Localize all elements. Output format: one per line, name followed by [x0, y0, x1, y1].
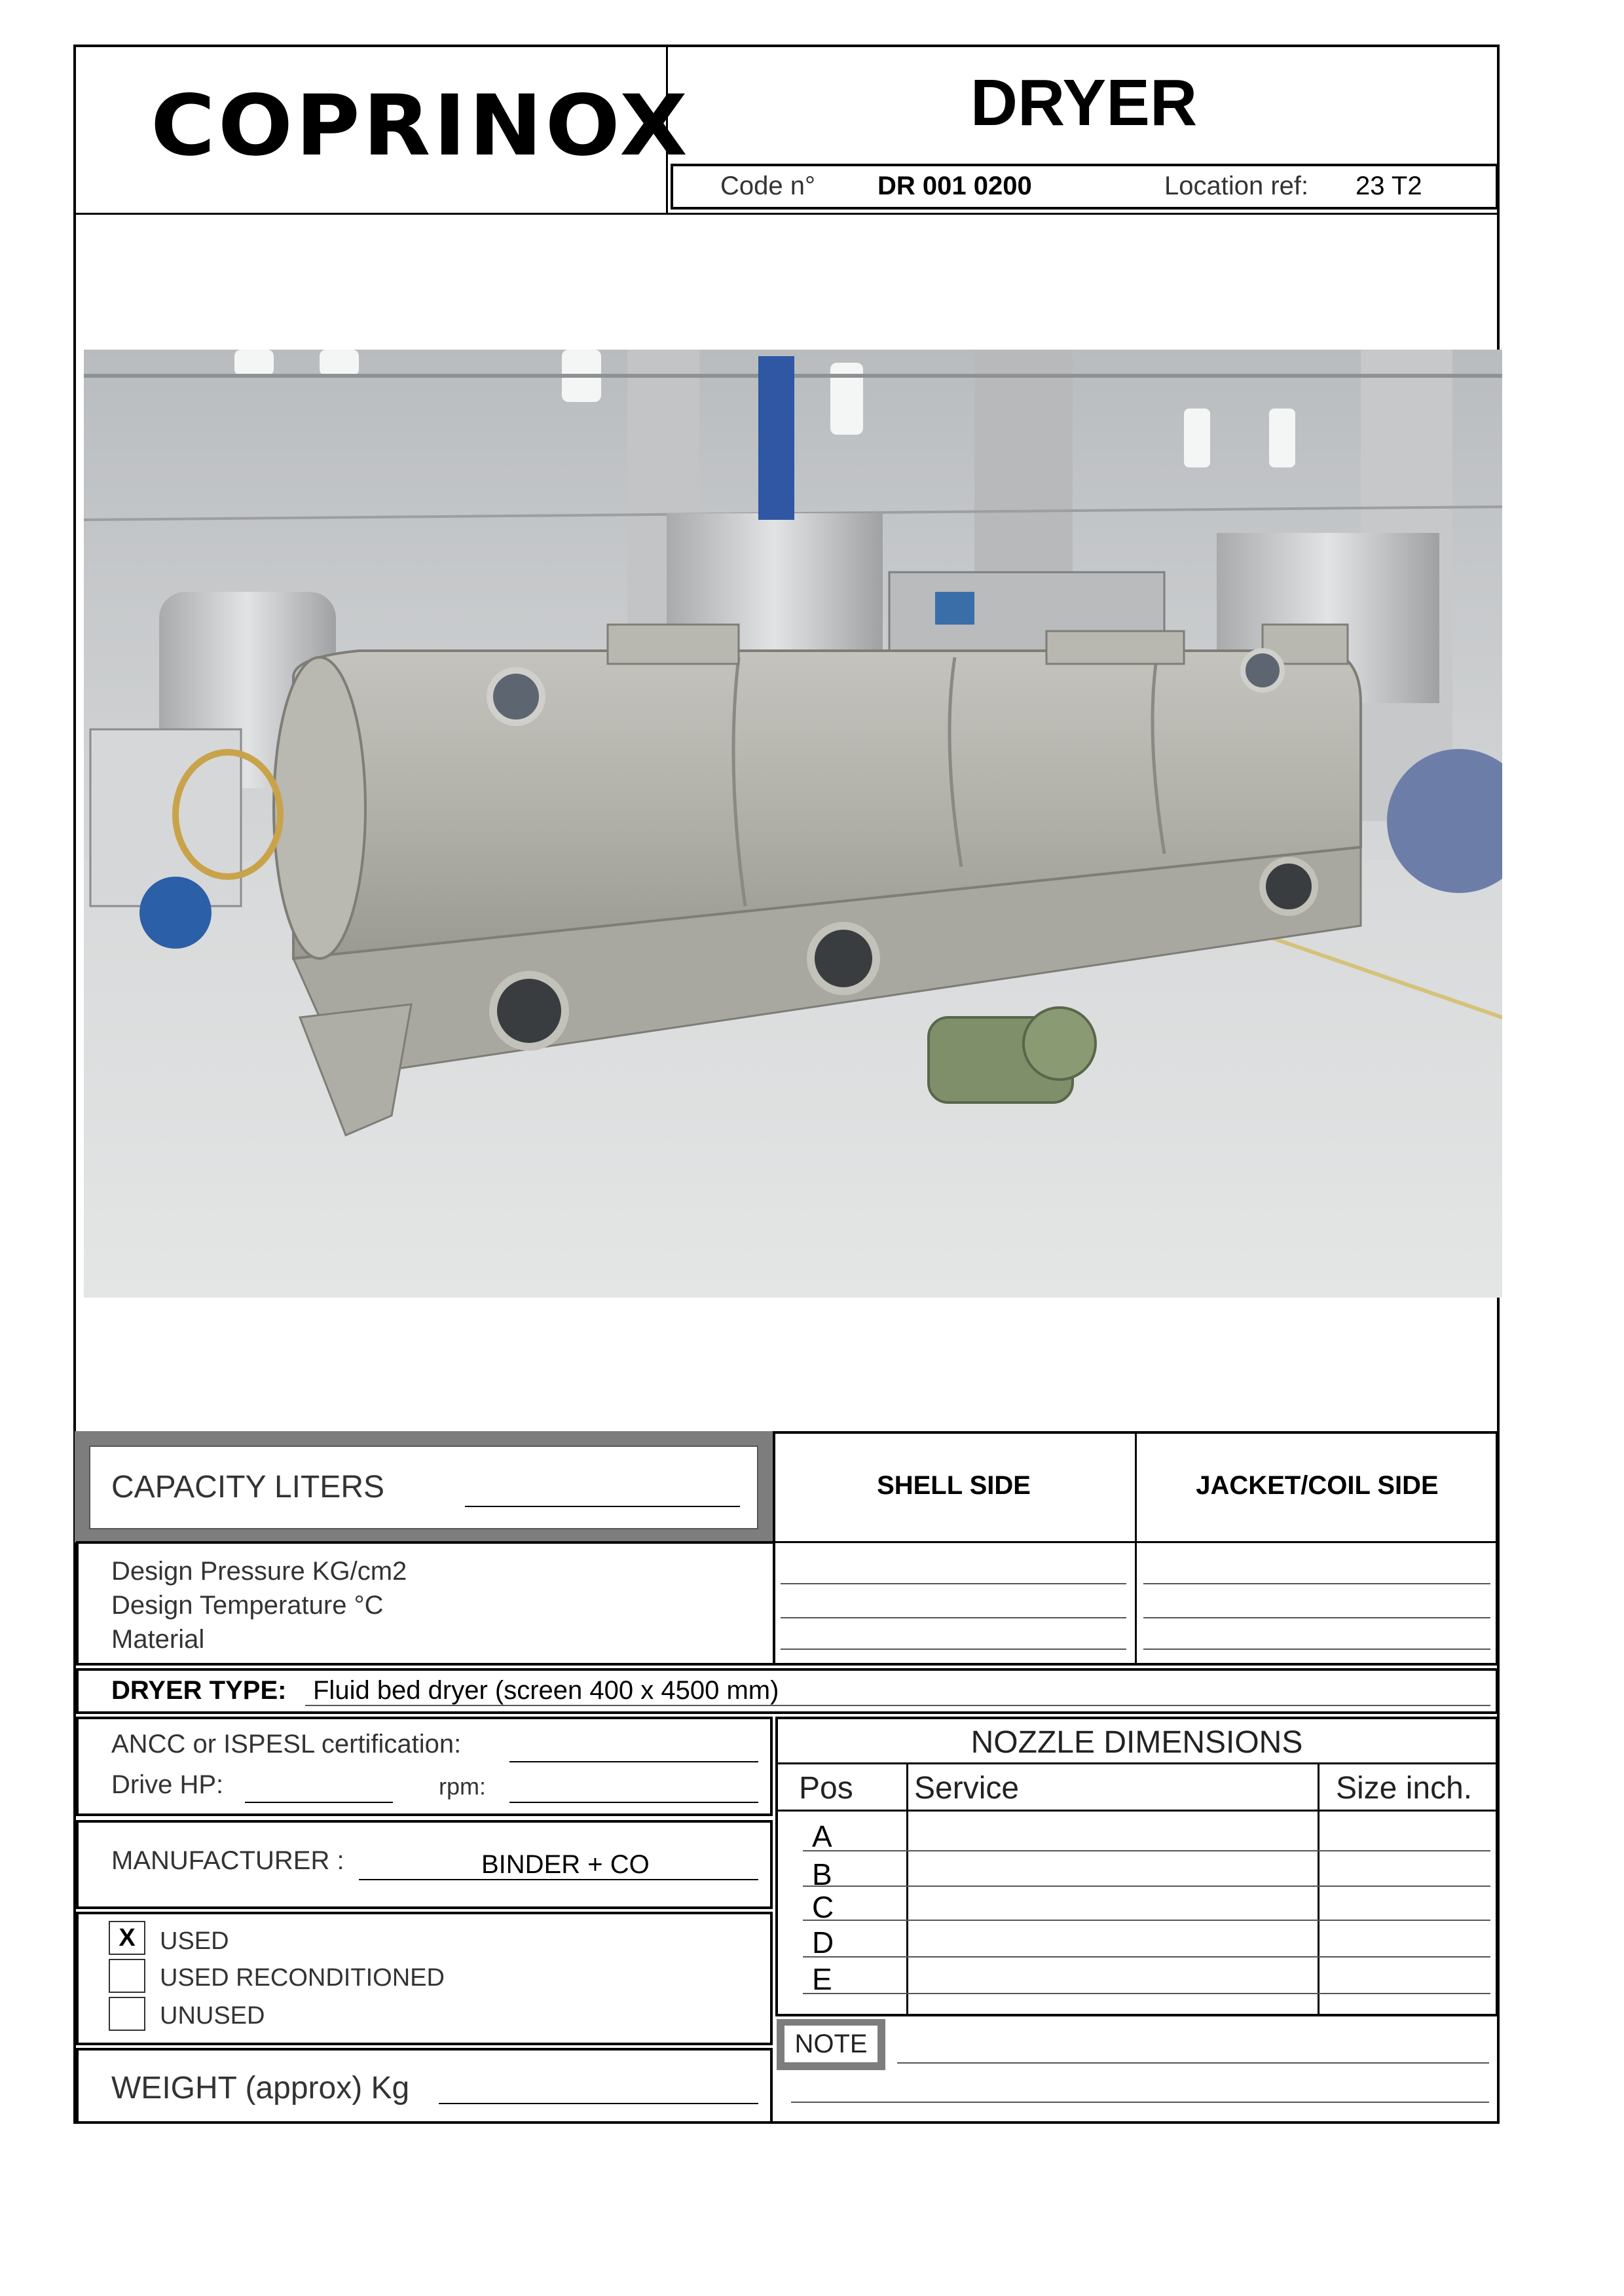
jacket-side-header: JACKET/COIL SIDE	[1196, 1471, 1439, 1500]
jacket-material-line	[1143, 1649, 1490, 1650]
nozzle-title-divider	[775, 1762, 1498, 1764]
nozzle-title: NOZZLE DIMENSIONS	[970, 1725, 1303, 1760]
manufacturer-value: BINDER + CO	[481, 1850, 650, 1879]
jacket-temperature-line	[1143, 1617, 1490, 1618]
weight-line	[439, 2103, 758, 2104]
nozzle-row-line	[803, 1850, 1490, 1851]
nozzle-row-pos: D	[812, 1925, 834, 1959]
dryer-type-label: DRYER TYPE:	[111, 1676, 287, 1705]
code-value: DR 001 0200	[877, 172, 1032, 200]
code-label: Code n°	[720, 172, 815, 200]
sides-col-divider	[1135, 1431, 1137, 1666]
design-material-label: Material	[111, 1625, 205, 1654]
rpm-line	[509, 1802, 758, 1803]
condition-used-checkbox[interactable]: X	[109, 1921, 145, 1955]
rpm-label: rpm:	[439, 1773, 486, 1800]
condition-used-label: USED	[160, 1927, 229, 1955]
equipment-photo	[84, 350, 1502, 1298]
dryer-image	[84, 350, 1502, 1298]
weight-label: WEIGHT (approx) Kg	[111, 2071, 410, 2105]
nozzle-header-size: Size inch.	[1336, 1771, 1473, 1806]
condition-unused-label: UNUSED	[160, 2002, 265, 2030]
manufacturer-line	[359, 1879, 758, 1880]
nozzle-header-divider	[775, 1810, 1498, 1812]
nozzle-table	[775, 1717, 1498, 2016]
nozzle-row-line	[803, 1956, 1490, 1958]
drive-hp-label: Drive HP:	[111, 1770, 224, 1799]
company-logo: COPRINOX	[151, 77, 691, 175]
location-value: 23 T2	[1356, 172, 1422, 200]
design-pressure-label: Design Pressure KG/cm2	[111, 1557, 407, 1586]
dryer-type-line	[305, 1705, 1490, 1706]
certification-label: ANCC or ISPESL certification:	[111, 1730, 462, 1758]
shell-side-header: SHELL SIDE	[877, 1471, 1031, 1500]
jacket-pressure-line	[1143, 1583, 1490, 1584]
location-label: Location ref:	[1164, 172, 1309, 200]
condition-reconditioned-checkbox[interactable]	[109, 1959, 145, 1993]
nozzle-row-pos: C	[812, 1890, 834, 1924]
nozzle-header-service: Service	[914, 1771, 1020, 1806]
nozzle-row-pos: E	[812, 1962, 832, 1996]
nozzle-row-line	[803, 1886, 1490, 1887]
condition-reconditioned-label: USED RECONDITIONED	[160, 1964, 445, 1992]
certification-line	[509, 1761, 758, 1762]
sides-header-divider	[773, 1541, 1498, 1543]
shell-temperature-line	[781, 1617, 1126, 1618]
dryer-type-row	[76, 1668, 1498, 1714]
drive-hp-line	[245, 1802, 393, 1803]
note-line-2	[791, 2102, 1489, 2103]
header-divider	[73, 213, 1500, 215]
condition-unused-checkbox[interactable]	[109, 1997, 145, 2031]
nozzle-row-line	[803, 1993, 1490, 1994]
document-title: DRYER	[970, 66, 1198, 139]
nozzle-col-divider-1	[906, 1762, 908, 2016]
nozzle-header-pos: Pos	[799, 1771, 853, 1806]
nozzle-row-line	[803, 1920, 1490, 1921]
nozzle-col-divider-2	[1318, 1762, 1320, 2016]
capacity-label: CAPACITY LITERS	[111, 1470, 384, 1504]
manufacturer-label: MANUFACTURER :	[111, 1846, 344, 1875]
design-temperature-label: Design Temperature °C	[111, 1591, 384, 1620]
shell-material-line	[781, 1649, 1126, 1650]
note-label: NOTE	[794, 2030, 868, 2058]
capacity-value-line	[465, 1506, 740, 1507]
note-line-1	[897, 2062, 1489, 2064]
nozzle-row-pos: B	[812, 1857, 832, 1891]
shell-pressure-line	[781, 1583, 1126, 1584]
dryer-type-value: Fluid bed dryer (screen 400 x 4500 mm)	[313, 1676, 779, 1705]
nozzle-row-pos: A	[812, 1819, 832, 1853]
